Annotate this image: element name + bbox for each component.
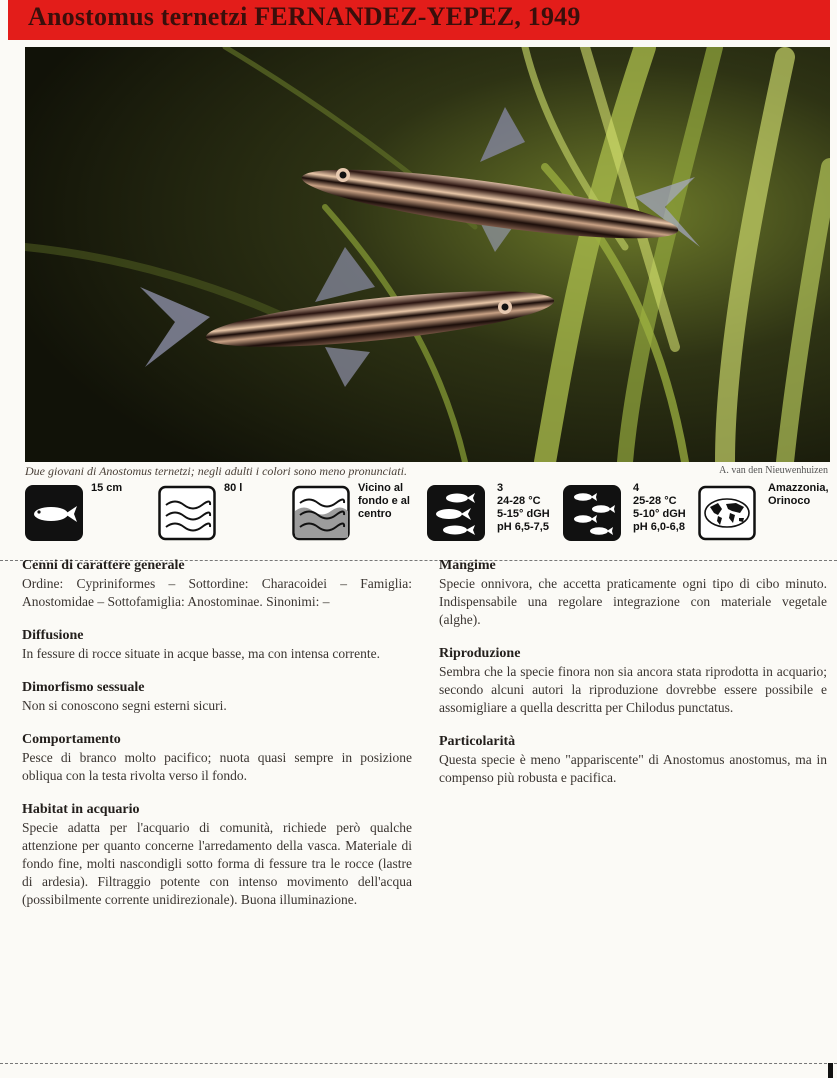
right-column xyxy=(439,557,827,803)
photo-caption xyxy=(25,464,830,480)
swim-zone-icon xyxy=(292,485,350,541)
section-reproduction xyxy=(439,645,827,717)
title-bar xyxy=(8,0,830,40)
section-food xyxy=(439,557,827,629)
zone-value: Vicino al fondo e al centro xyxy=(358,482,410,520)
section-text: Sembra che la specie finora non sia ancora stata riprodotta in acquario; secondo alcuni autori la riproduzione dovrebbe essere possibile e assomigliare a quella descritta per Chilodus punctatus. xyxy=(439,664,827,715)
species-title: Anostomus ternetzi FERNANDEZ-YEPEZ, 1949 xyxy=(28,2,581,31)
section-heading: Dimorfismo sessuale xyxy=(22,680,145,695)
left-column xyxy=(22,557,412,925)
section-text: Pesce di branco molto pacifico; nuota quasi sempre in posizione obliqua con la testa rivolta verso il fondo. xyxy=(22,750,412,783)
volume-value: 80 l xyxy=(224,482,243,494)
section-text: In fessure di rocce situate in acque basse, ma con intensa corrente. xyxy=(22,646,380,661)
water-1-value: 3 24-28 °C 5-15° dGH pH 6,5-7,5 xyxy=(497,482,550,533)
section-heading: Habitat in acquario xyxy=(22,802,140,817)
section-heading: Mangime xyxy=(439,558,496,573)
section-heading: Comportamento xyxy=(22,732,121,747)
photo-credit: A. van den Nieuwenhuizen xyxy=(719,465,828,476)
section-heading: Diffusione xyxy=(22,628,84,643)
size-value: 15 cm xyxy=(91,482,123,494)
caption-text: Due giovani di Anostomus ternetzi; negli adulti i colori sono meno pronunciati. xyxy=(25,464,407,478)
section-features xyxy=(439,733,827,787)
section-text: Questa specie è meno "appariscente" di Anostomus anostomus, ma in compenso più robusta e pacifica. xyxy=(439,752,827,785)
section-habitat xyxy=(22,801,412,909)
section-heading: Riproduzione xyxy=(439,646,521,661)
section-dimorphism xyxy=(22,679,412,715)
info-row xyxy=(0,482,837,544)
tank-volume-icon xyxy=(158,485,216,541)
fish-group-4-icon xyxy=(563,485,621,541)
section-text: Non si conoscono segni esterni sicuri. xyxy=(22,698,227,713)
section-text: Specie adatta per l'acquario di comunità, richiede però qualche attenzione per quanto concerne l'arredamento della vasca. Materiale di fondo fine, molti nascondigli sotto forma di fessure tra le rocce (lastre di ardesia). Filtraggio potente con intenso movimento dell'acqua (possibilmente corrente unidirezionale). Buona illuminazione. xyxy=(22,820,412,907)
section-text: Specie onnivora, che accetta praticamente ogni tipo di cibo minuto. Indispensabile una regolare integrazione con materiale vegetale (alghe). xyxy=(439,576,827,627)
fish-photo xyxy=(25,47,830,462)
world-map-icon xyxy=(698,485,756,541)
section-heading: Cenni di carattere generale xyxy=(22,558,185,573)
section-heading: Particolarità xyxy=(439,734,516,749)
fish-size-icon xyxy=(25,485,83,541)
section-general xyxy=(22,557,412,611)
edge-mark xyxy=(828,1063,833,1078)
section-text: Ordine: Cypriniformes – Sottordine: Characoidei – Famiglia: Anostomidae – Sottofamiglia: Anostominae. Sinonimi: – xyxy=(22,576,412,609)
section-behaviour xyxy=(22,731,412,785)
fish-group-3-icon xyxy=(427,485,485,541)
cut-line-bottom xyxy=(0,1063,837,1064)
water-2-value: 4 25-28 °C 5-10° dGH pH 6,0-6,8 xyxy=(633,482,686,533)
region-value: Amazzonia, Orinoco xyxy=(768,482,829,507)
section-distribution xyxy=(22,627,412,663)
